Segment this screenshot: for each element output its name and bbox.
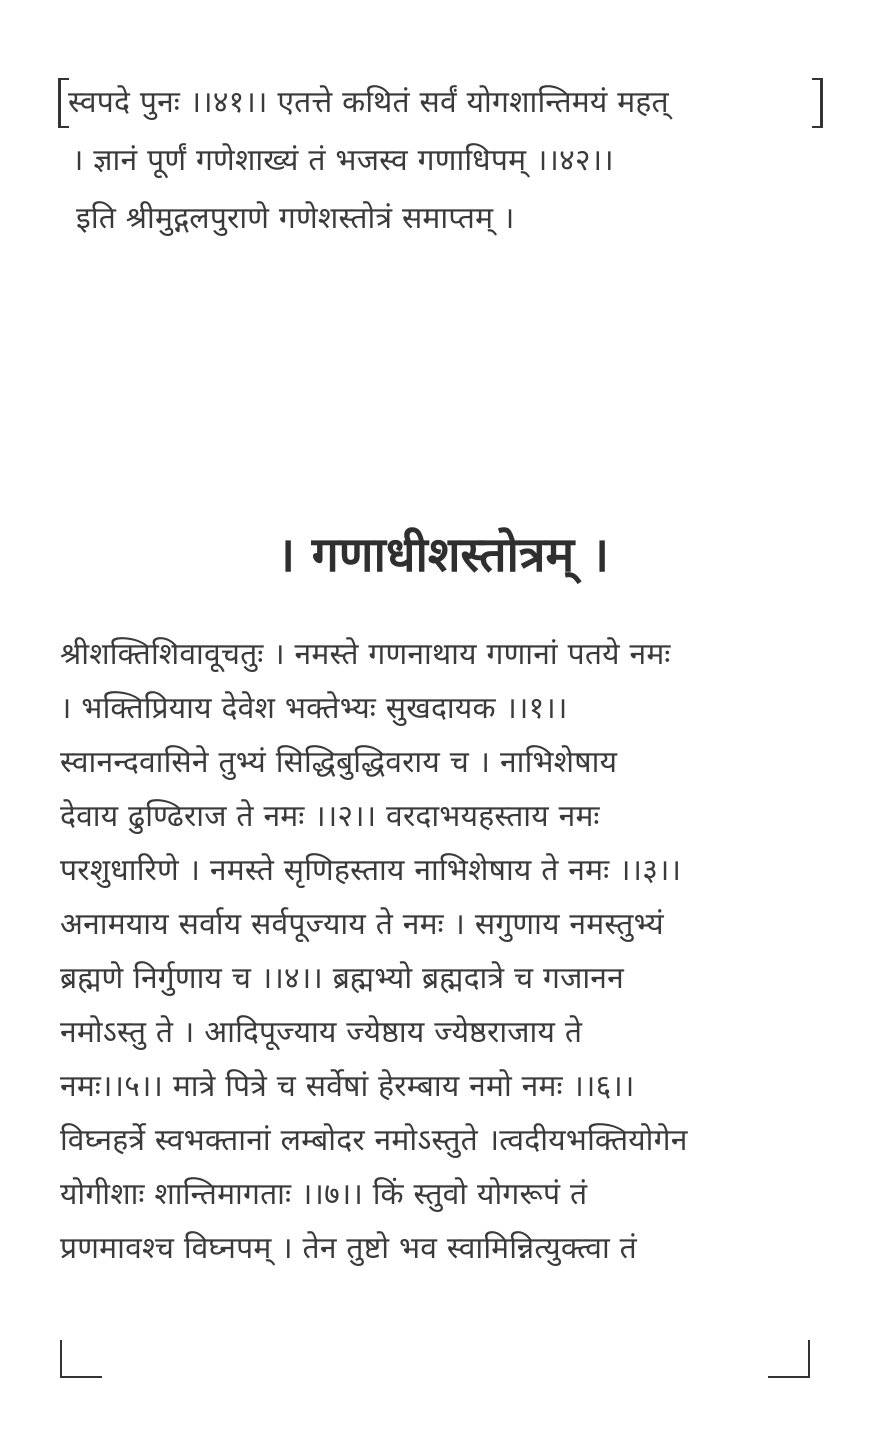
bottom-right-bracket-mark	[768, 1340, 810, 1378]
bottom-left-bracket-mark	[60, 1340, 102, 1378]
right-bracket-mark	[812, 78, 823, 128]
body-line-12: प्रणमावश्च विघ्नपम् । तेन तुष्टो भव स्वामिन्नित्युक्त्वा तं	[60, 1231, 637, 1266]
body-line-2: । भक्तिप्रियाय देवेश भक्तेभ्यः सुखदायक ।।१।।	[60, 691, 568, 726]
body-line-7: ब्रह्मणे निर्गुणाय च ।।४।। ब्रह्मभ्यो ब्रह्मदात्रे च गजानन	[60, 961, 625, 996]
body-line-11: योगीशाः शान्तिमागताः ।।७।। किं स्तुवो योगरूपं तं	[60, 1177, 588, 1212]
top-line-1: स्वपदे पुनः ।।४१।। एतत्ते कथितं सर्वं योगशान्तिमयं महत्	[68, 85, 669, 120]
body-line-6: अनामयाय सर्वाय सर्वपूज्याय ते नमः । सगुणाय नमस्तुभ्यं	[60, 907, 664, 942]
body-line-1: श्रीशक्तिशिवावूचतुः । नमस्ते गणनाथाय गणानां पतये नमः	[60, 637, 671, 672]
body-line-10: विघ्नहर्त्रे स्वभक्तानां लम्बोदर नमोऽस्तुते ।त्वदीयभक्तियोगेन	[60, 1123, 688, 1158]
body-line-9: नमः।।५।। मात्रे पित्रे च सर्वेषां हेरम्बाय नमो नमः ।।६।।	[60, 1069, 635, 1104]
body-line-8: नमोऽस्तु ते । आदिपूज्याय ज्येष्ठाय ज्येष्ठराजाय ते	[60, 1015, 583, 1050]
top-line-3: इति श्रीमुद्गलपुराणे गणेशस्तोत्रं समाप्तम् ।	[76, 201, 515, 236]
top-line-2: । ज्ञानं पूर्णं गणेशाख्यं तं भजस्व गणाधिपम् ।।४२।।	[72, 143, 614, 178]
body-line-5: परशुधारिणे । नमस्ते सृणिहस्ताय नाभिशेषाय ते नमः ।।३।।	[60, 853, 682, 888]
body-line-4: देवाय ढुण्ढिराज ते नमः ।।२।। वरदाभयहस्ताय नमः	[60, 799, 600, 834]
body-line-3: स्वानन्दवासिने तुभ्यं सिद्धिबुद्धिवराय च । नाभिशेषाय	[60, 745, 618, 780]
page-title: । गणाधीशस्तोत्रम् ।	[276, 527, 610, 583]
